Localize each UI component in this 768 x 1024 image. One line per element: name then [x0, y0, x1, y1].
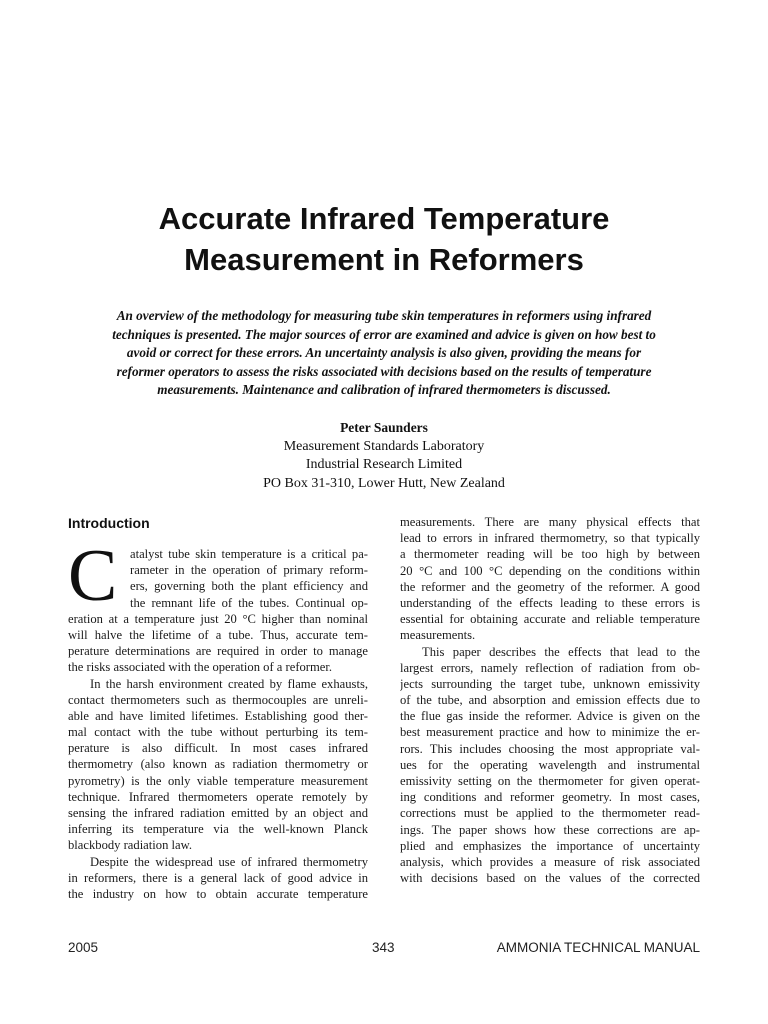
body-line: sensing the infrared radiation emitted by an object and [68, 806, 368, 820]
body-line: rameter in the operation of primary reform- [130, 563, 368, 578]
body-line: atalyst tube skin temperature is a critical pa- [130, 547, 368, 561]
body-line: the flue gas inside the reformer. Advice is given on the [400, 709, 700, 724]
body-line: perature is also difficult. In most cases infrared [68, 741, 368, 756]
body-line: rors. This includes choosing the most appropriate val- [400, 741, 700, 756]
body-line: technique. Infrared thermometers operate remotely by [68, 789, 368, 804]
author-block [68, 419, 700, 493]
drop-cap: C [68, 535, 118, 617]
affiliation-line: Measurement Standards Laboratory [283, 438, 485, 454]
section-heading: Introduction [68, 515, 150, 531]
publication-name: AMMONIA TECHNICAL MANUAL [496, 940, 700, 955]
body-line: will halve the lifetime of a tube. Thus, accurate tem- [68, 627, 368, 642]
body-line: understanding of the effects leading to these errors is [400, 595, 700, 610]
body-line: blackbody radiation law. [68, 838, 193, 853]
body-line: thermometry (also known as radiation thermometry or [68, 757, 368, 772]
body-line: mal contact with the tube without perturbing its tem- [68, 725, 368, 740]
body-line: corrections must be applied to the thermometer read- [400, 806, 700, 821]
body-line: measurements. There are many physical effects that [400, 515, 700, 529]
body-line: with decisions based on the values of the corrected [400, 871, 700, 886]
title-line-2: Measurement in Reformers [184, 242, 584, 277]
footer-year: 2005 [68, 940, 99, 955]
body-line: able and have limited lifetimes. Establishing good ther- [68, 708, 368, 723]
body-line: contact thermometers such as thermocouples are unreli- [68, 692, 368, 707]
page-number: 343 [372, 940, 395, 955]
body-line: inferring its temperature via the well-known Planck [68, 822, 368, 837]
abstract-line: reformer operators to assess the risks associated with decisions based on the results of temperature [116, 363, 652, 379]
body-line: largest errors, namely reflection of radiation from ob- [400, 660, 700, 675]
page-footer [68, 940, 700, 960]
body-line: the risks associated with the operation of a reformer. [68, 660, 333, 675]
body-line: ing conditions and reformer geometry. In most cases, [400, 790, 700, 805]
body-line: lead to errors in infrared thermometry, so that typically [400, 531, 700, 546]
left-column [68, 514, 368, 902]
body-line: emissivity setting on the thermometer for given operat- [400, 774, 700, 788]
abstract-line: avoid or correct for these errors. An uncertainty analysis is also given, providing the means for [126, 345, 642, 361]
affiliation-line: Industrial Research Limited [305, 457, 463, 473]
body-line: the reformer and the geometry of the reformer. A good [400, 579, 700, 594]
abstract-line: An overview of the methodology for measuring tube skin temperatures in reformers using infrared [116, 308, 652, 323]
body-line: the industry on how to obtain accurate temperature [68, 886, 368, 901]
right-column [400, 514, 700, 886]
body-line: analysis, which provides a measure of risk associated [400, 854, 700, 869]
body-line: essential for obtaining accurate and reliable temperature [400, 612, 700, 627]
abstract-line: techniques is presented. The major sources of error are examined and advice is given on how best to [112, 326, 656, 342]
abstract [68, 307, 700, 400]
body-line: in reformers, there is a general lack of good advice in [68, 870, 368, 885]
title-line-1: Accurate Infrared Temperature [158, 201, 610, 236]
body-line: 20 °C and 100 °C depending on the conditions within [400, 563, 700, 578]
body-line: of the tube, and absorption and emission effects due to [400, 693, 700, 708]
affiliation-line: PO Box 31-310, Lower Hutt, New Zealand [263, 475, 505, 491]
body-line: ers, governing both the plant efficiency and [130, 579, 368, 594]
body-line: jects surrounding the target tube, unknown emissivity [400, 676, 700, 691]
paper-title [60, 198, 708, 280]
body-line: the remnant life of the tubes. Continual op- [130, 595, 368, 610]
body-line: Despite the widespread use of infrared thermometry [90, 854, 368, 869]
abstract-line: measurements. Maintenance and calibration of infrared thermometers is discussed. [157, 382, 611, 398]
body-line: a thermometer reading will be too high by between [400, 547, 700, 562]
body-line: best measurement practice and how to minimize the er- [400, 725, 700, 740]
body-line: plied and emphasizes the importance of uncertainty [400, 838, 700, 853]
body-line: ings. The paper shows how these corrections are ap- [400, 822, 700, 837]
body-line: perature determinations are required in order to manage [68, 644, 368, 659]
author-name: Peter Saunders [340, 420, 428, 435]
body-line: pyrometry) is the only viable temperature measurement [68, 773, 368, 788]
body-line: measurements. [400, 628, 476, 643]
body-line: In the harsh environment created by flame exhausts, [90, 676, 368, 691]
body-line: ues for the operating wavelength and instrumental [400, 757, 700, 772]
body-line: eration at a temperature just 20 °C higher than nominal [68, 611, 368, 626]
body-line: This paper describes the effects that lead to the [422, 644, 700, 659]
